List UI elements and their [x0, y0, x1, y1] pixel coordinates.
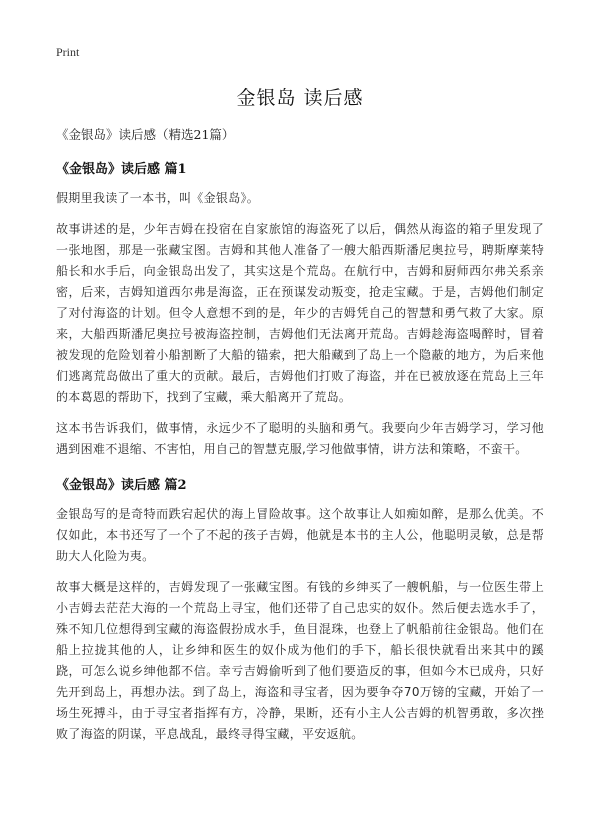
section-1 [56, 160, 544, 460]
document-subtitle: 《金银岛》读后感（精选21篇） [56, 127, 235, 142]
section-heading: 《金银岛》读后感 篇1 [56, 162, 187, 177]
section-heading: 《金银岛》读后感 篇2 [56, 478, 187, 493]
paragraph: 这本书告诉我们，做事情，永远少不了聪明的头脑和勇气。我要向少年吉姆学习，学习他遇到困难不退缩、不害怕，用自己的智慧克服,学习他做事情，讲方法和策略，不蛮干。 [56, 421, 544, 456]
paragraph: 金银岛写的是奇特而跌宕起伏的海上冒险故事。这个故事让人如痴如醉，是那么优美。不仅如此，本书还写了一个了不起的孩子吉姆，他就是本书的主人公，他聪明灵敏，总是帮助大人化险为夷。 [56, 507, 544, 563]
print-link[interactable]: Print [56, 45, 80, 59]
paragraph: 假期里我读了一本书，叫《金银岛》。 [56, 191, 260, 205]
section-2 [56, 476, 544, 745]
page-title: 金银岛 读后感 [236, 87, 364, 109]
paragraph: 故事大概是这样的，吉姆发现了一张藏宝图。有钱的乡绅买了一艘帆船，与一位医生带上小吉姆去茫茫大海的一个荒岛上寻宝，他们还带了自己忠实的奴仆。然后便去选水手了，殊不知几位想得到宝藏的海盗假扮成水手，鱼目混珠，也登上了帆船前往金银岛。他们在船上拉拢其他的人，让乡绅和医生的奴仆成为他们的手下，船长很快就看出来其中的蹊跷，可怎么说乡绅他都不信。幸亏吉姆偷听到了他们要造反的事，但如今木已成舟，只好先开到岛上，再想办法。到了岛上，海盗和寻宝者，因为要争夺70万镑的宝藏，开始了一场生死搏斗，由于寻宝者指挥有方，冷静，果断，还有小主人公吉姆的机智勇敢，多次挫败了海盗的阴谋，平息战乱，最终寻得宝藏，平安返航。 [56, 580, 544, 741]
paragraph: 故事讲述的是，少年吉姆在投宿在自家旅馆的海盗死了以后，偶然从海盗的箱子里发现了一张地图，那是一张藏宝图。吉姆和其他人准备了一艘大船西斯潘尼奥拉号，聘斯摩莱特船长和水手后，向金银岛出发了，其实这是个荒岛。在航行中，吉姆和厨师西尔弗关系亲密，后来，吉姆知道西尔弗是海盗，正在预谋发动叛变，抢走宝藏。于是，吉姆他们制定了对付海盗的计划。但令人意想不到的是，年少的吉姆凭自己的智慧和勇气救了大家。原来，大船西斯潘尼奥拉号被海盗控制，吉姆他们无法离开荒岛。吉姆趁海盗喝醉时，冒着被发现的危险划着小船割断了大船的锚索，把大船藏到了岛上一个隐蔽的地方，为后来他们逃离荒岛做出了重大的贡献。最后，吉姆他们打败了海盗，并在已被放逐在荒岛上三年的本葛恩的帮助下，找到了宝藏，乘大船离开了荒岛。 [56, 222, 544, 404]
